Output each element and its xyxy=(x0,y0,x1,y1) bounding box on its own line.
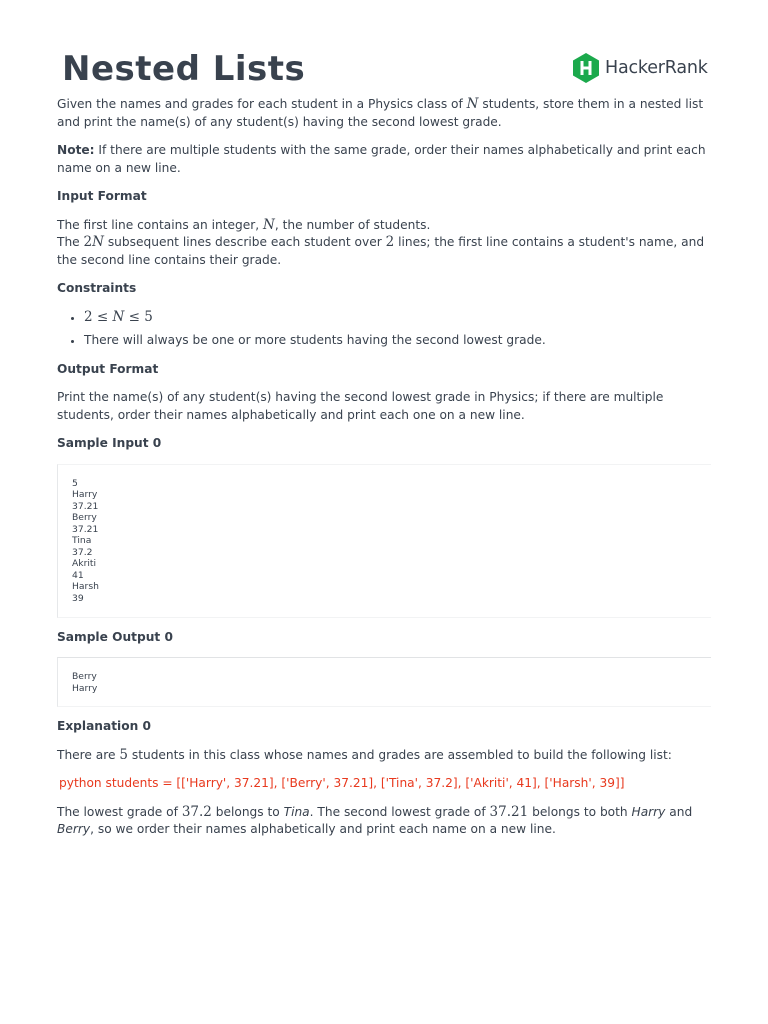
sample-input-line: 37.2 xyxy=(72,546,93,558)
sample-input-block[interactable] xyxy=(57,464,711,618)
sample-input-line: Harry xyxy=(72,489,98,500)
sample-input-line: 5 xyxy=(72,477,78,489)
explanation-conclusion: The lowest grade of 37.2 belongs to Tina. The second lowest grade of 37.21 belongs to both Harry and Berry, so we order their names alphabetically and print each name on a new line. xyxy=(57,803,693,836)
output-format-heading: Output Format xyxy=(57,361,159,376)
input-format-heading: Input Format xyxy=(57,189,147,203)
sample-input-line: Harsh xyxy=(72,581,99,592)
problem-statement xyxy=(57,96,711,850)
sample-input-line: 37.21 xyxy=(72,523,99,535)
explanation-heading: Explanation 0 xyxy=(57,719,151,733)
sample-input-line: 37.21 xyxy=(72,500,99,512)
code-snippet: python students = [['Harry', 37.21], ['Berry', 37.21], ['Tina', 37.2], ['Akriti', 41], ['Harsh', 39]] xyxy=(59,776,625,790)
sample-input-heading: Sample Input 0 xyxy=(57,436,162,450)
sample-output-line: Berry xyxy=(72,671,97,682)
sample-output-line: Harry xyxy=(72,682,98,694)
constraints-list xyxy=(57,309,711,350)
sample-output-heading: Sample Output 0 xyxy=(57,629,173,644)
sample-input-line: Akriti xyxy=(72,558,97,569)
sample-input-line: 39 xyxy=(72,592,84,604)
sample-input-line: 41 xyxy=(72,569,84,581)
constraint-item: • 2 ≤ N ≤ 5 xyxy=(84,309,711,327)
logo-text: HackerRank xyxy=(605,58,708,78)
constraint-item: • There will always be one or more students having the second lowest grade. xyxy=(84,332,711,350)
sample-output-block[interactable] xyxy=(57,657,711,707)
intro-paragraph: Given the names and grades for each student in a Physics class of N students, store them in a nested list and print the name(s) of any student(s) having the second lowest grade. xyxy=(57,96,704,129)
hackerrank-logo xyxy=(571,52,708,84)
explanation-paragraph: There are 5 students in this class whose names and grades are assembled to build the following list: xyxy=(57,746,672,763)
sample-input-line: Tina xyxy=(72,535,92,546)
input-format-text: The first line contains an integer, N, the number of students. The 2N subsequent lines describe each student over 2 lines; the first line contains a student's name, and the second line contains their grade. xyxy=(57,216,705,267)
output-format-text: Print the name(s) of any student(s) having the second lowest grade in Physics; if there are multiple students, order their names alphabetically and print each one on a new line. xyxy=(57,390,664,422)
constraints-heading: Constraints xyxy=(57,281,137,295)
note-paragraph: Note: If there are multiple students with the same grade, order their names alphabetically and print each name on a new line. xyxy=(57,143,706,175)
note-label: Note: xyxy=(57,143,95,157)
page-title: Nested Lists xyxy=(62,49,306,89)
hackerrank-logo-icon xyxy=(571,52,601,84)
sample-input-line: Berry xyxy=(72,512,97,523)
